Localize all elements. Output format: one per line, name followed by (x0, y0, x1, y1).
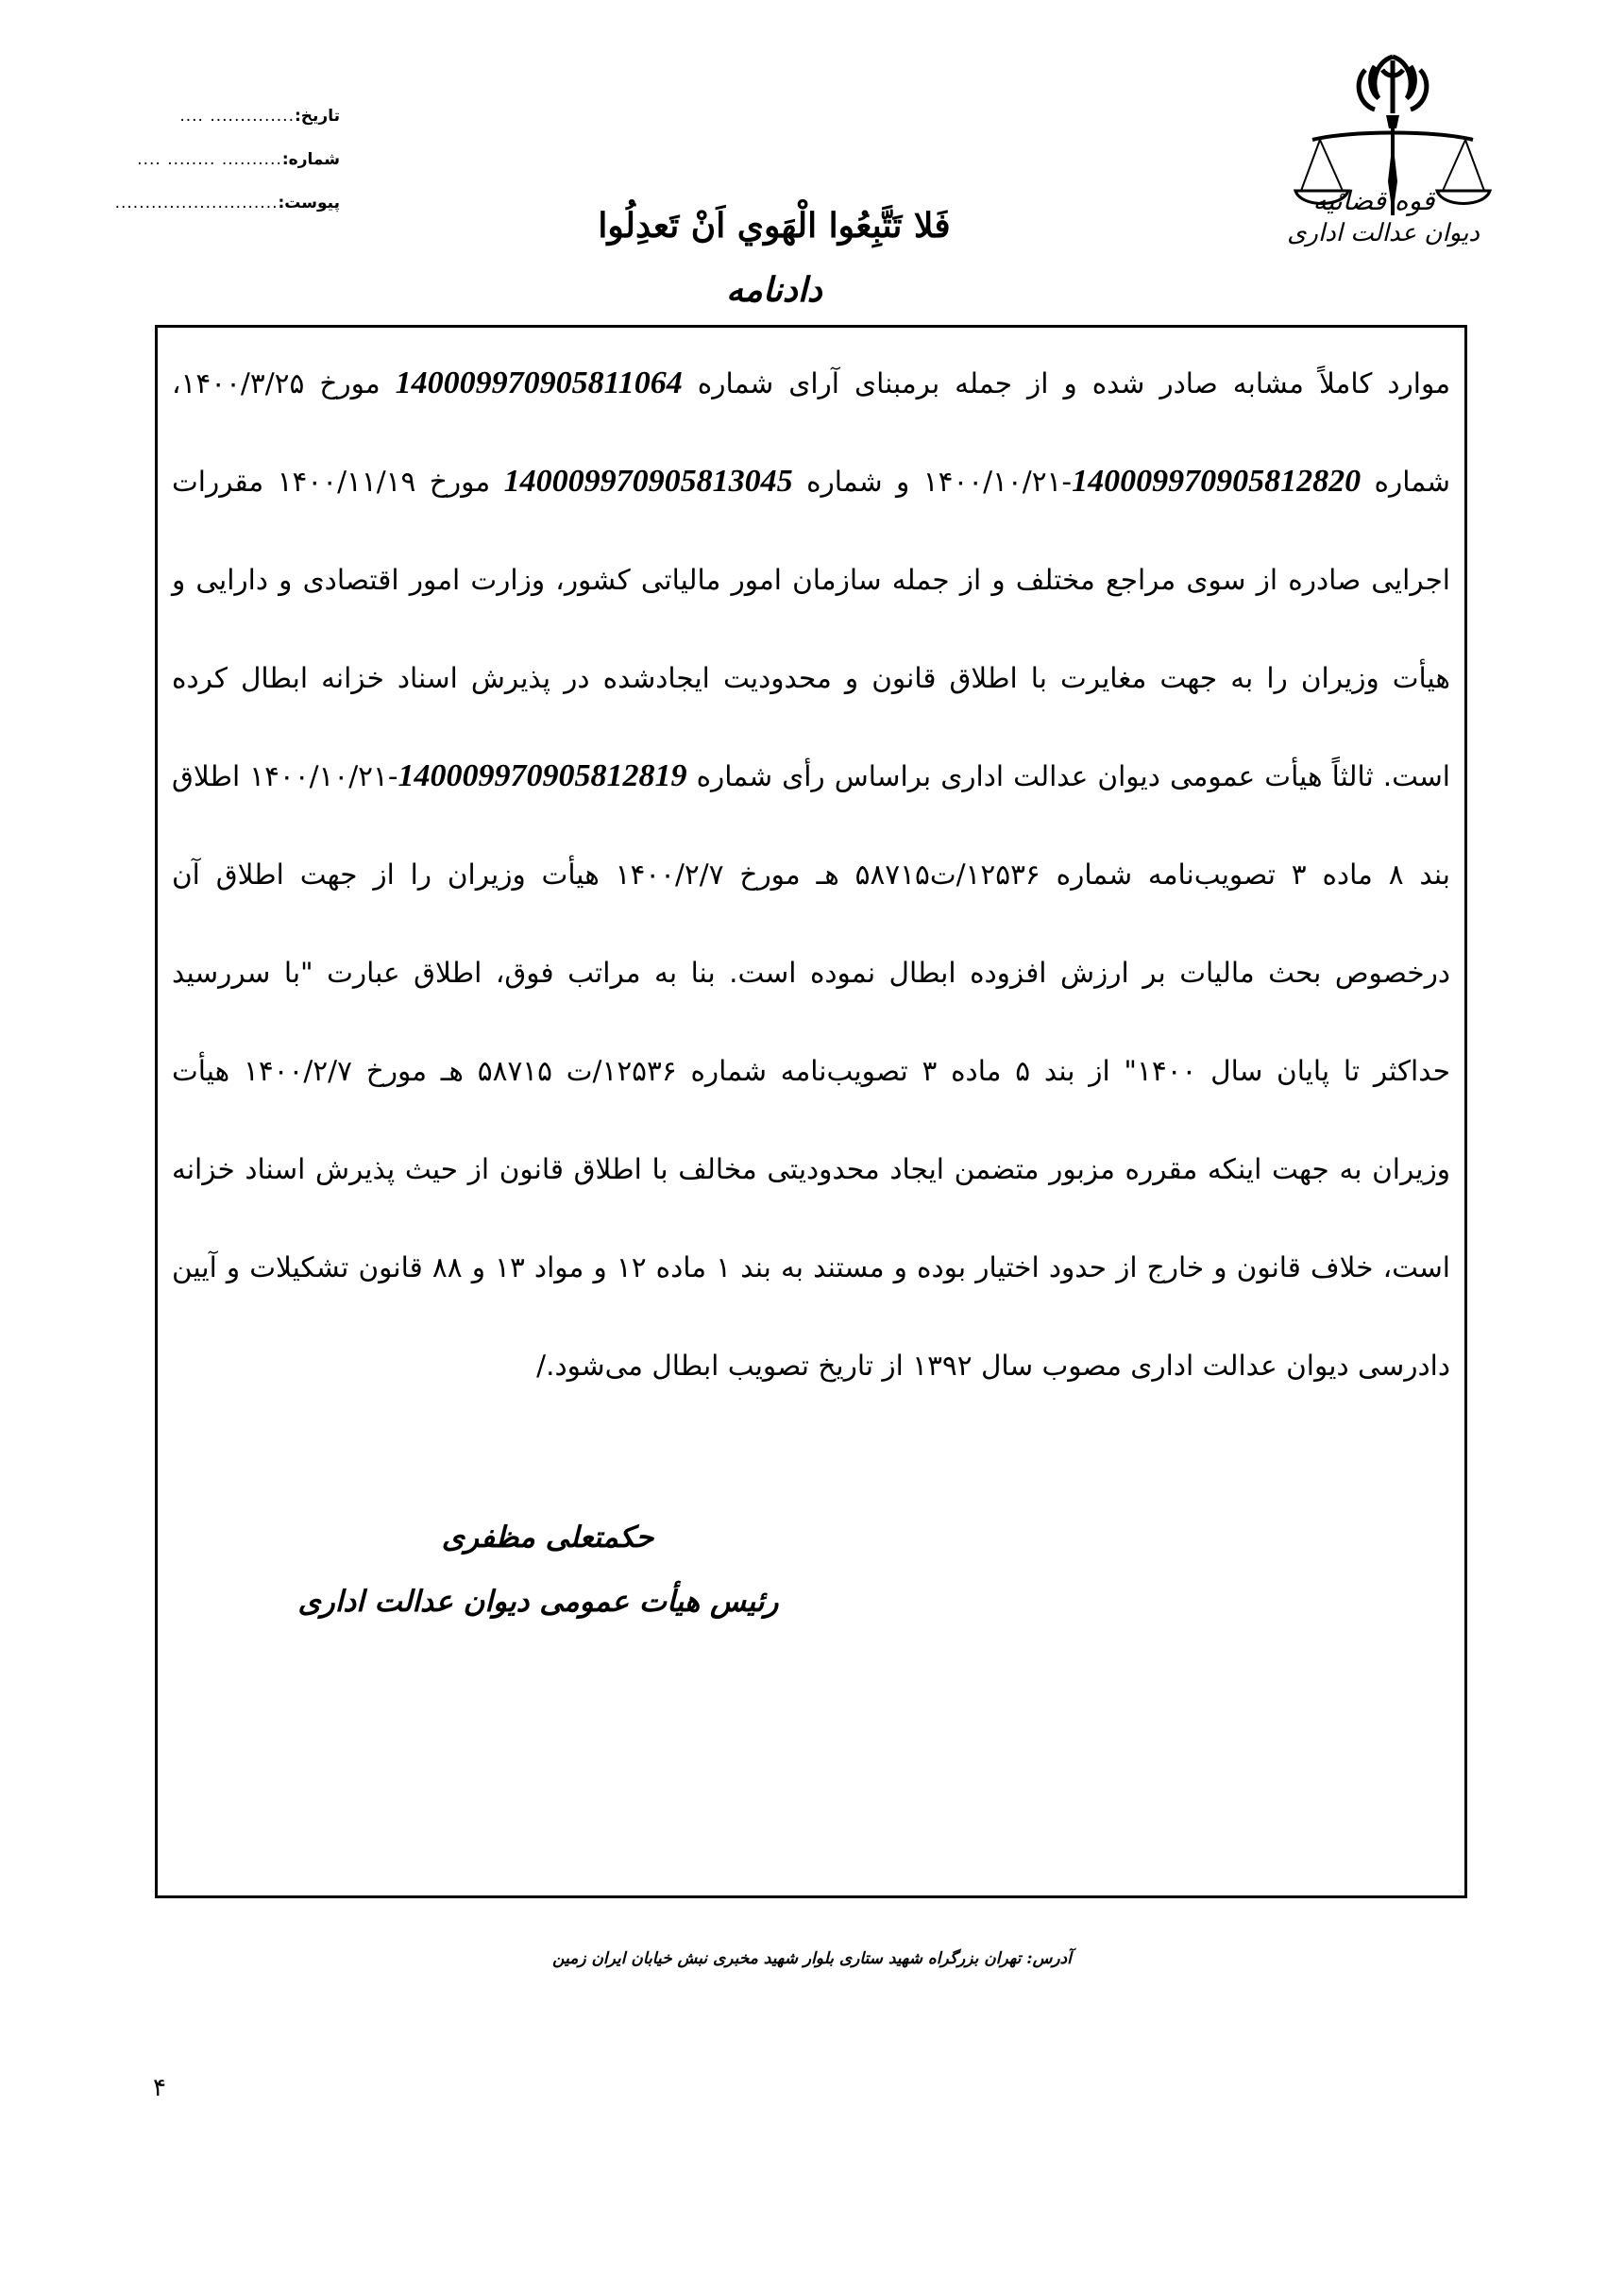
doc-type-title: دادنامه (726, 270, 822, 310)
meta-number-label: شماره: (281, 150, 340, 169)
ruling-number-3: 140009970905813045 (503, 464, 793, 499)
org-name: دیوان عدالت اداری (1287, 219, 1480, 247)
ruling-number-1: 140009970905811064 (395, 365, 683, 400)
body-segment-1: موارد کاملاً مشابه صادر شده و از جمله برمبنای آرای شماره (682, 367, 1450, 399)
meta-block (114, 94, 340, 225)
ruling-number-4: 140009970905812819 (398, 758, 687, 793)
motto: فَلا تَتَّبِعُوا الْهَوي اَنْ تَعدِلُوا (598, 206, 951, 246)
body-segment-2: مورخ ۱۴۰۰/۳/۲۵، شماره (172, 367, 1451, 498)
body-text (172, 334, 1450, 1562)
meta-attachment-label: پیوست: (278, 194, 340, 212)
org-signature: قوه قضائیه (1312, 185, 1435, 216)
signatory-name: حکمتعلی مظفری (441, 1521, 654, 1555)
meta-number-row (137, 138, 340, 181)
meta-number-dots: .......... ........ .... (137, 150, 282, 169)
signatory-title: رئیس هیأت عمومی دیوان عدالت اداری (297, 1585, 779, 1619)
ruling-number-2: 140009970905812820 (1072, 464, 1362, 499)
body-segment-5: -۱۴۰۰/۱۰/۲۱ اطلاق بند ۸ ماده ۳ تصویب‌نامه شماره ۱۲۵۳۶/ت۵۸۷۱۵ هـ مورخ ۱۴۰۰/۲/۷ هیأت وزیران را از جهت اطلاق آن درخصوص بحث مالیات بر ارزش افزوده ابطال نموده است. بنا به مراتب فوق، اطلاق عبارت "با سررسید حداکثر تا پایان سال ۱۴۰۰" از بند ۵ ماده ۳ تصویب‌نامه شماره ۱۲۵۳۶/ت ۵۸۷۱۵ هـ مورخ ۱۴۰۰/۲/۷ هیأت وزیران به جهت اینکه مقرره مزبور متضمن ایجاد محدودیتی مخالف با اطلاق قانون از حیث پذیرش اسناد خزانه است، خلاف قانون و خارج از حدود اختیار بوده و مستند به بند ۱ ماده ۱۲ و مواد ۱۳ و ۸۸ قانون تشکیلات و آیین دادرسی دیوان عدالت اداری مصوب سال ۱۳۹۲ از تاریخ تصویب ابطال می‌شود./ (172, 760, 1450, 1382)
meta-date-row (151, 94, 340, 138)
body-segment-4: مورخ ۱۴۰۰/۱۱/۱۹ مقررات اجرایی صادره از سوی مراجع مختلف و از جمله سازمان امور مالیاتی کشور، وزارت امور اقتصادی و دارایی و هیأت وزیران را به جهت مغایرت با اطلاق قانون و محدودیت ایجادشده در پذیرش اسناد خزانه ابطال کرده است. ثالثاً هیأت عمومی دیوان عدالت اداری براساس رأی شماره (172, 466, 1450, 792)
meta-date-label: تاریخ: (295, 107, 340, 126)
page-number: ۴ (153, 2074, 166, 2102)
meta-attachment-dots: ........................... (114, 194, 279, 212)
meta-attachment-row (114, 181, 340, 225)
meta-date-dots: .............. .... (179, 107, 295, 126)
footer-address: آدرس: تهران بزرگراه شهید ستاری بلوار شهید مخبری نبش خیابان ایران زمین (552, 1949, 1072, 1968)
body-segment-3: -۱۴۰۰/۱۰/۲۱ و شماره (792, 466, 1073, 498)
